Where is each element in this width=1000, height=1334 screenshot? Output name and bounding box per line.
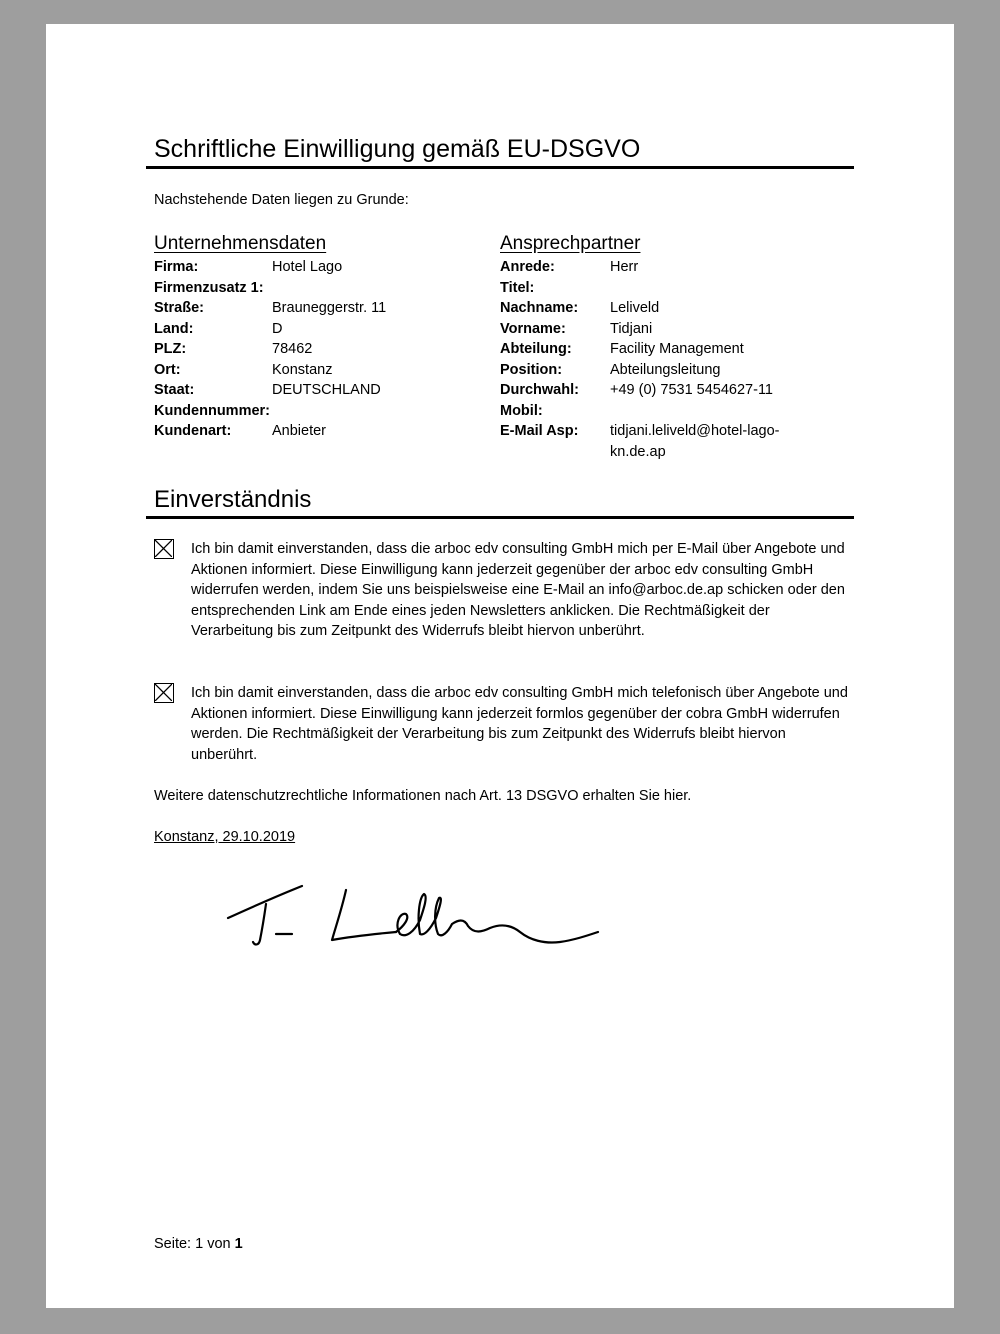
contact-field-label: Vorname: xyxy=(500,320,566,337)
consent-checkbox-phone[interactable] xyxy=(154,683,174,703)
company-field-label: Ort: xyxy=(154,361,181,378)
contact-field-label: Anrede: xyxy=(500,259,555,275)
contact-person-heading: Ansprechpartner xyxy=(500,233,641,254)
contact-field-row xyxy=(500,319,810,340)
company-field-value: DEUTSCHLAND xyxy=(272,382,381,398)
company-field-label: Straße: xyxy=(154,300,204,316)
contact-field-value: Tidjani xyxy=(610,320,653,337)
company-field-label: Land: xyxy=(154,320,194,337)
contact-field-label: Durchwahl: xyxy=(500,382,579,398)
company-data-section xyxy=(154,232,386,442)
company-data-heading: Unternehmensdaten xyxy=(154,233,327,254)
consent-text-phone: Ich bin damit einverstanden, dass die arboc edv consulting GmbH mich telefonisch über Angebote und Aktionen informiert. Diese Einwilligung kann jederzeit formlos gegenüber der cobra GmbH widerrufen werden. Die Rechtmäßigkeit der Verarbeitung bis zum Zeitpunkt des Widerrufs bleibt hiervon unberührt. xyxy=(191,685,848,763)
company-field-label: PLZ: xyxy=(154,341,187,357)
contact-field-row xyxy=(500,380,810,401)
page-number-total: 1 xyxy=(234,1236,243,1252)
intro-text: Nachstehende Daten liegen zu Grunde: xyxy=(154,192,409,208)
contact-field-row xyxy=(500,401,810,422)
document-page xyxy=(46,24,954,1308)
company-field-value: 78462 xyxy=(272,341,313,357)
company-field-value: Hotel Lago xyxy=(272,259,343,275)
document-title: Schriftliche Einwilligung gemäß EU-DSGVO xyxy=(154,135,641,163)
contact-field-value: Herr xyxy=(610,259,639,275)
contact-field-row xyxy=(500,421,810,462)
contact-person-section xyxy=(500,232,810,462)
privacy-info-text: Weitere datenschutzrechtliche Informationen nach Art. 13 DSGVO erhalten Sie hier. xyxy=(154,788,692,804)
company-field-label: Kundenart: xyxy=(154,423,232,439)
company-field-row xyxy=(154,401,386,422)
company-field-row xyxy=(154,319,386,340)
company-field-label: Firma: xyxy=(154,259,199,275)
consent-checkbox-email[interactable] xyxy=(154,539,174,559)
contact-email-value: tidjani.leliveld@hotel-lago-kn.de.ap xyxy=(610,423,780,460)
page-number xyxy=(154,1234,243,1254)
company-field-value: Brauneggerstr. 11 xyxy=(272,300,387,316)
contact-field-row xyxy=(500,339,810,360)
handwritten-signature xyxy=(224,874,604,954)
contact-field-value: Abteilungsleitung xyxy=(610,361,721,378)
checkbox-cross-icon xyxy=(155,684,172,701)
contact-field-value: +49 (0) 7531 5454627-11 xyxy=(610,382,773,398)
contact-field-row xyxy=(500,278,810,299)
company-field-row xyxy=(154,360,386,381)
contact-field-row xyxy=(500,360,810,381)
contact-field-row xyxy=(500,298,810,319)
company-field-row xyxy=(154,380,386,401)
contact-field-value: Leliveld xyxy=(610,300,660,316)
place-date: Konstanz, 29.10.2019 xyxy=(154,829,296,845)
company-field-value: Anbieter xyxy=(272,423,327,439)
company-field-row xyxy=(154,298,386,319)
page-number-prefix: Seite: 1 von xyxy=(154,1236,235,1252)
contact-field-label: E-Mail Asp: xyxy=(500,423,579,439)
company-field-row xyxy=(154,257,386,278)
contact-field-row xyxy=(500,257,810,278)
contact-field-label: Mobil: xyxy=(500,402,543,419)
company-field-row xyxy=(154,339,386,360)
company-field-row xyxy=(154,278,386,299)
company-field-value: Konstanz xyxy=(272,361,333,378)
contact-field-label: Position: xyxy=(500,361,563,378)
contact-field-label: Titel: xyxy=(500,279,535,296)
company-field-label: Staat: xyxy=(154,382,195,398)
consent-heading: Einverständnis xyxy=(154,486,312,513)
contact-field-value: Facility Management xyxy=(610,341,744,357)
company-field-row xyxy=(154,421,386,442)
company-field-label: Firmenzusatz 1: xyxy=(154,279,264,296)
title-rule xyxy=(146,166,854,169)
consent-text-email: Ich bin damit einverstanden, dass die arboc edv consulting GmbH mich per E-Mail über Angebote und Aktionen informiert. Diese Einwilligung kann jederzeit gegenüber der arboc edv consulting GmbH widerrufen werden, indem Sie uns beispielsweise eine E-Mail an info@arboc.de.ap schicken oder den entsprechenden Link am Ende eines jeden Newsletters anklicken. Die Rechtmäßigkeit der Verarbeitung bis zum Zeitpunkt des Widerrufs bleibt hiervon unberührt. xyxy=(191,541,845,639)
checkbox-cross-icon xyxy=(155,540,172,557)
contact-field-label: Nachname: xyxy=(500,300,579,316)
contact-field-label: Abteilung: xyxy=(500,341,572,357)
company-field-label: Kundennummer: xyxy=(154,402,270,419)
consent-rule xyxy=(146,516,854,519)
company-field-value: D xyxy=(272,320,283,337)
